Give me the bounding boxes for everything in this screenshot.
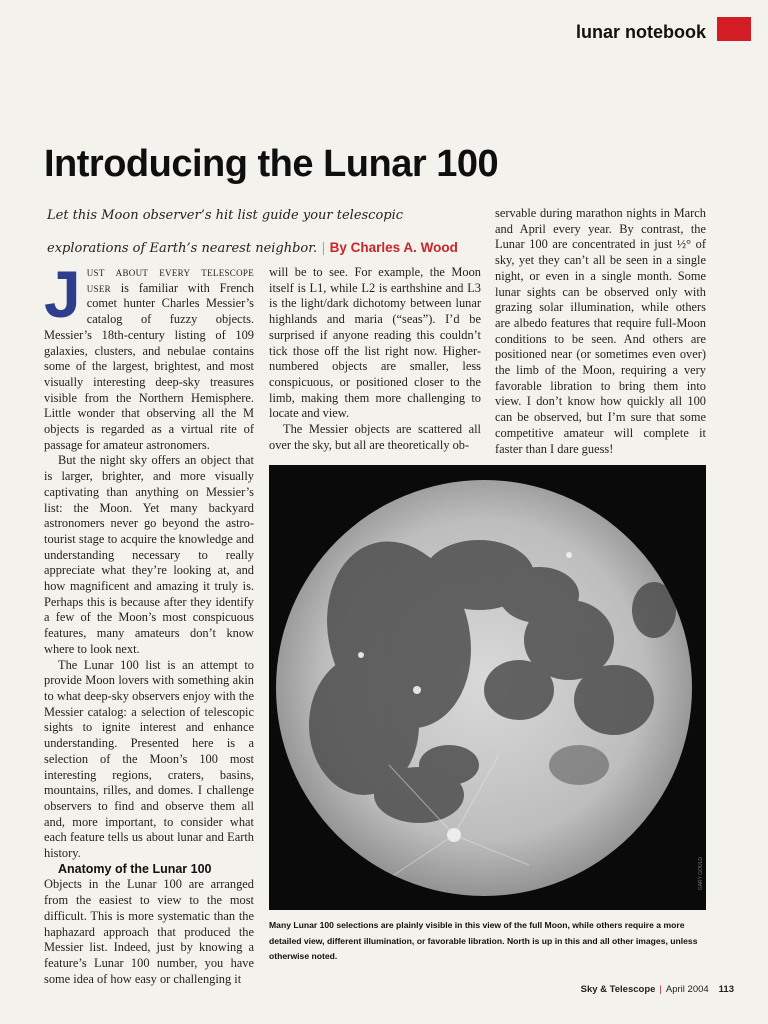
footer-separator: | xyxy=(659,984,662,995)
section-label: lunar notebook xyxy=(576,22,706,42)
paragraph: will be to see. For example, the Moon itself is L1, while L2 is earthshine and L3 is the light/dark dichotomy between lunar highlands and maria (“seas”). I’d be surprised if anyone reading this couldn’t tick those off the list right now. Higher-numbered objects are smaller, less conspicuous, or positioned closer to the limb, making them more challenging to locate and view. xyxy=(269,265,481,421)
magazine-name: Sky & Telescope xyxy=(580,984,656,995)
figure-caption: Many Lunar 100 selections are plainly visible in this view of the full Moon, while others require a more detailed view, different illumination, or favorable libration. North is up in this and all other images, unless otherwise noted. xyxy=(269,920,698,961)
paragraph: The Lunar 100 list is an attempt to provide Moon lovers with something akin to what deep-sky observers enjoy with the Messier catalog: a selection of telescopic sights to ignite interest and enhance understanding. Presented here is a selection of the Moon’s 100 most interesting regions, craters, basins, mountains, rilles, and domes. I challenge observers to find and observe them all and, more important, to consider what each feature tells us about lunar and Earth history. xyxy=(44,657,254,861)
article-deck xyxy=(47,200,467,265)
drop-cap: J xyxy=(44,257,81,331)
paragraph-text: is familiar with French comet hunter Charles Messier’s catalog of fuzzy objects. Messier’s 18th-century listing of 109 galaxies, clusters, and nebulae contains some of the largest, brightest, and most visually interesting deep-sky treasures visible from the Northern Hemisphere. Little wonder that observing all the M objects is regarded as a virtual rite of passage for amateur astronomers. xyxy=(44,280,254,452)
page-number: 113 xyxy=(718,984,734,995)
column-2 xyxy=(269,265,481,453)
paragraph: The Messier objects are scattered all over the sky, but all are theoretically ob- xyxy=(269,422,481,452)
paragraph: servable during marathon nights in March and April every year. By contrast, the Lunar 100 are concentrated in just ½° of sky, yet they can’t all be seen in a single night, or even in a single month. Some lunar sights can be observed only with grazing solar illumination, while others are albedo features that require full-Moon conditions to be seen. And others are positioned near (or sometimes even over) the limb of the Moon, requiring a very favorable libration to bring them into view. I don’t know how quickly all 100 can be observed, but I’m sure that some competitive amateur will complete it faster than I dare guess! xyxy=(495,206,706,456)
column-3 xyxy=(495,206,706,457)
paragraph: Objects in the Lunar 100 are arranged from the easiest to view to the most difficult. This is more systematic than the haphazard approach that produced the Messier list. Indeed, just by knowing a feature’s Lunar 100 number, you have some idea of how easy or challenging it xyxy=(44,877,254,986)
section-marker xyxy=(717,17,751,41)
deck-text: Let this Moon observer’s hit list guide your telescopic explorations of Earth’s nearest neighbor. xyxy=(47,208,404,256)
lead-in: ust about every telescope user xyxy=(86,265,254,295)
page-footer xyxy=(581,984,734,995)
moon-illustration xyxy=(269,465,706,910)
column-1 xyxy=(44,257,254,987)
article-title: Introducing the Lunar 100 xyxy=(44,143,499,185)
photo-credit: GARY GOULD xyxy=(698,856,704,890)
issue-date: April 2004 xyxy=(665,984,709,995)
full-moon-photo xyxy=(269,465,706,910)
paragraph xyxy=(44,257,254,453)
subhead: Anatomy of the Lunar 100 xyxy=(58,861,212,876)
deck-separator: | xyxy=(321,241,326,256)
byline: By Charles A. Wood xyxy=(329,240,458,255)
paragraph: But the night sky offers an object that is larger, brighter, and more visually captivating than anything on Messier’s list: the Moon. Yet many backyard astronomers never go beyond the astro-tourist stage to acquire the knowledge and understanding necessary to really appreciate what they’re looking at, and how magnificent and amazing it truly is. Perhaps this is because after they identify a few of the Moon’s most conspicuous features, many amateurs don’t know where to look next. xyxy=(44,453,254,656)
